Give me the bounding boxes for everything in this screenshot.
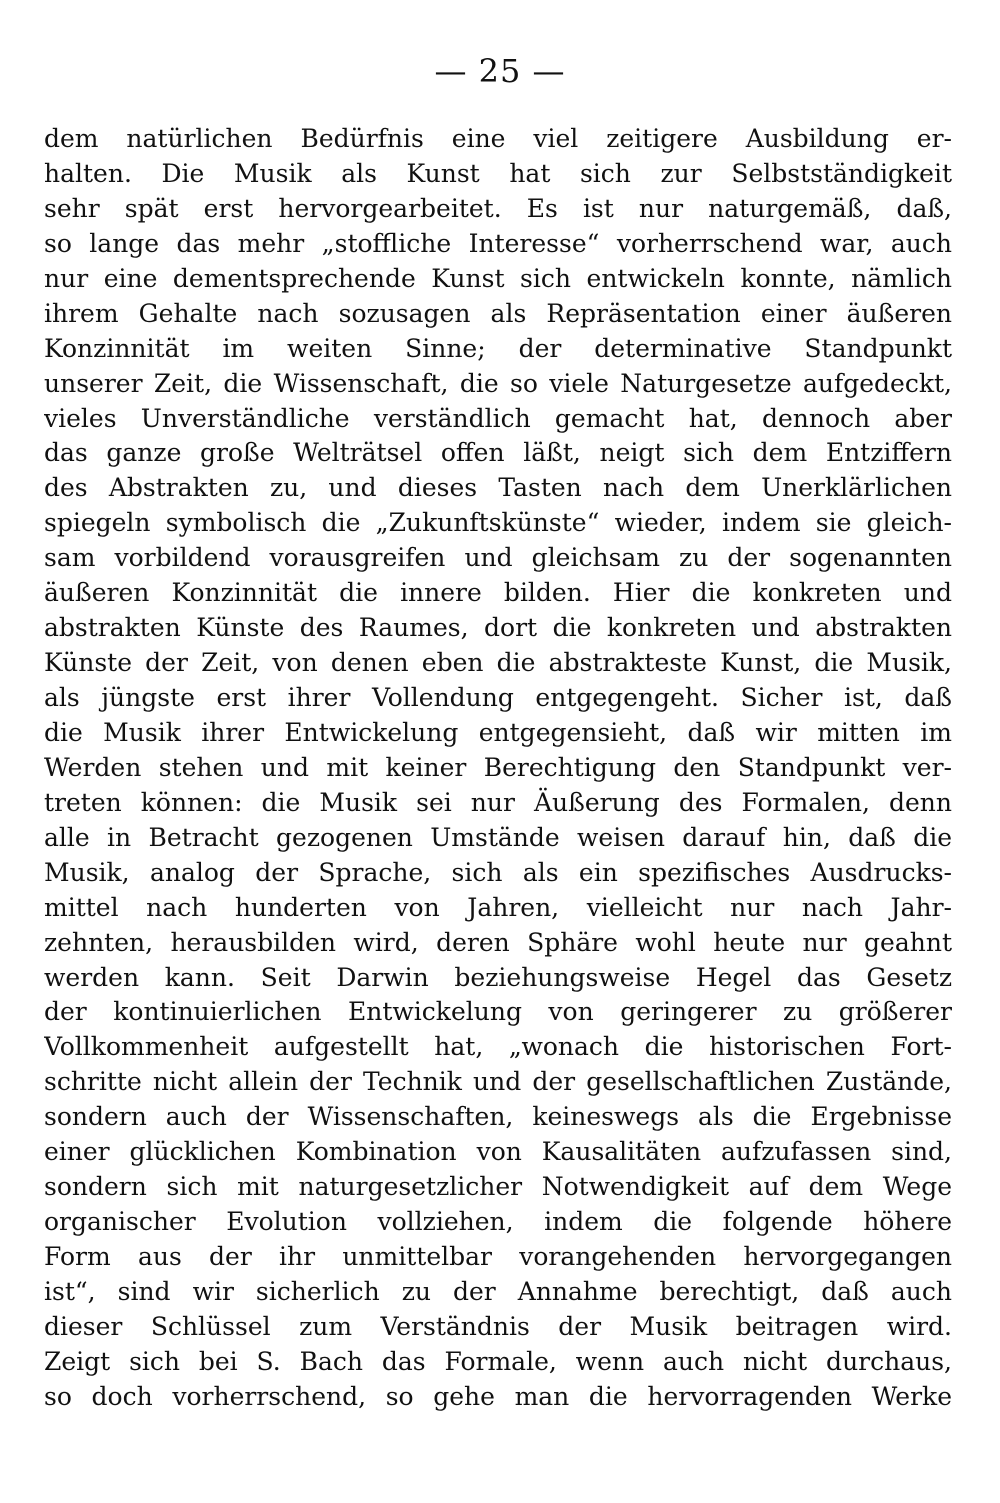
text-line: sehr spät erst hervorgearbeitet. Es ist nur naturgemäß, daß, [44, 193, 952, 223]
text-line: ist“, sind wir sicherlich zu der Annahme berechtigt, daß auch [44, 1276, 952, 1306]
text-line: Form aus der ihr unmittelbar vorangehenden hervorgegangen [44, 1242, 952, 1271]
text-line: das ganze große Welträtsel offen läßt, neigt sich dem Entziffern [44, 438, 952, 468]
text-line: ihrem Gehalte nach sozusagen als Repräsentation einer äußeren [44, 298, 952, 328]
text-line: als jüngste erst ihrer Vollendung entgegengeht. Sicher ist, daß [44, 683, 952, 712]
text-line: so doch vorherrschend, so gehe man die hervorragenden Werke [44, 1381, 952, 1411]
page-number: — 25 — [434, 52, 566, 90]
text-line: zehnten, herausbilden wird, deren Sphäre wohl heute nur geahnt [44, 927, 952, 957]
text-line: abstrakten Künste des Raumes, dort die konkreten und abstrakten [44, 613, 952, 643]
text-line: nur eine dementsprechende Kunst sich entwickeln konnte, nämlich [44, 263, 952, 293]
text-line: vieles Unverständliche verständlich gemacht hat, dennoch aber [44, 403, 952, 433]
text-line: mittel nach hunderten von Jahren, vielleicht nur nach Jahr- [44, 892, 952, 922]
text-line: Vollkommenheit aufgestellt hat, „wonach die historischen Fort- [44, 1032, 952, 1062]
text-line: Musik, analog der Sprache, sich als ein spezifisches Ausdrucks- [44, 857, 952, 887]
text-line: alle in Betracht gezogenen Umstände weisen darauf hin, daß die [44, 822, 952, 852]
text-line: halten. Die Musik als Kunst hat sich zur Selbstständigkeit [44, 158, 952, 188]
text-line: einer glücklichen Kombination von Kausalitäten aufzufassen sind, [44, 1137, 952, 1167]
text-line: so lange das mehr „stoffliche Interesse“ vorherrschend war, auch [44, 228, 952, 258]
text-line: sam vorbildend vorausgreifen und gleichsam zu der sogenannten [44, 543, 952, 573]
text-line: treten können: die Musik sei nur Äußerung des Formalen, denn [44, 787, 952, 817]
text-line: sondern sich mit naturgesetzlicher Notwendigkeit auf dem Wege [44, 1172, 952, 1202]
text-line: schritte nicht allein der Technik und der gesellschaftlichen Zustände, [44, 1067, 952, 1097]
text-line: sondern auch der Wissenschaften, keineswegs als die Ergebnisse [44, 1102, 952, 1132]
body-text [44, 122, 952, 1415]
text-line: spiegeln symbolisch die „Zukunftskünste“ wieder, indem sie gleich- [44, 508, 952, 538]
text-line: organischer Evolution vollziehen, indem die folgende höhere [44, 1207, 952, 1237]
text-line: Werden stehen und mit keiner Berechtigung den Standpunkt ver- [44, 752, 952, 782]
text-line: dem natürlichen Bedürfnis eine viel zeitigere Ausbildung er- [44, 124, 952, 153]
text-line: dieser Schlüssel zum Verständnis der Musik beitragen wird. [44, 1311, 952, 1341]
text-line: die Musik ihrer Entwickelung entgegensieht, daß wir mitten im [44, 717, 952, 747]
text-line: äußeren Konzinnität die innere bilden. Hier die konkreten und [44, 578, 952, 608]
text-line: werden kann. Seit Darwin beziehungsweise Hegel das Gesetz [44, 962, 952, 992]
text-line: Zeigt sich bei S. Bach das Formale, wenn auch nicht durchaus, [44, 1346, 952, 1376]
text-line: Konzinnität im weiten Sinne; der determinative Standpunkt [44, 333, 952, 363]
text-line: unserer Zeit, die Wissenschaft, die so viele Naturgesetze aufgedeckt, [44, 368, 952, 398]
text-line: Künste der Zeit, von denen eben die abstrakteste Kunst, die Musik, [44, 648, 952, 678]
text-line: der kontinuierlichen Entwickelung von geringerer zu größerer [44, 997, 952, 1027]
text-line: des Abstrakten zu, und dieses Tasten nach dem Unerklärlichen [44, 473, 952, 503]
